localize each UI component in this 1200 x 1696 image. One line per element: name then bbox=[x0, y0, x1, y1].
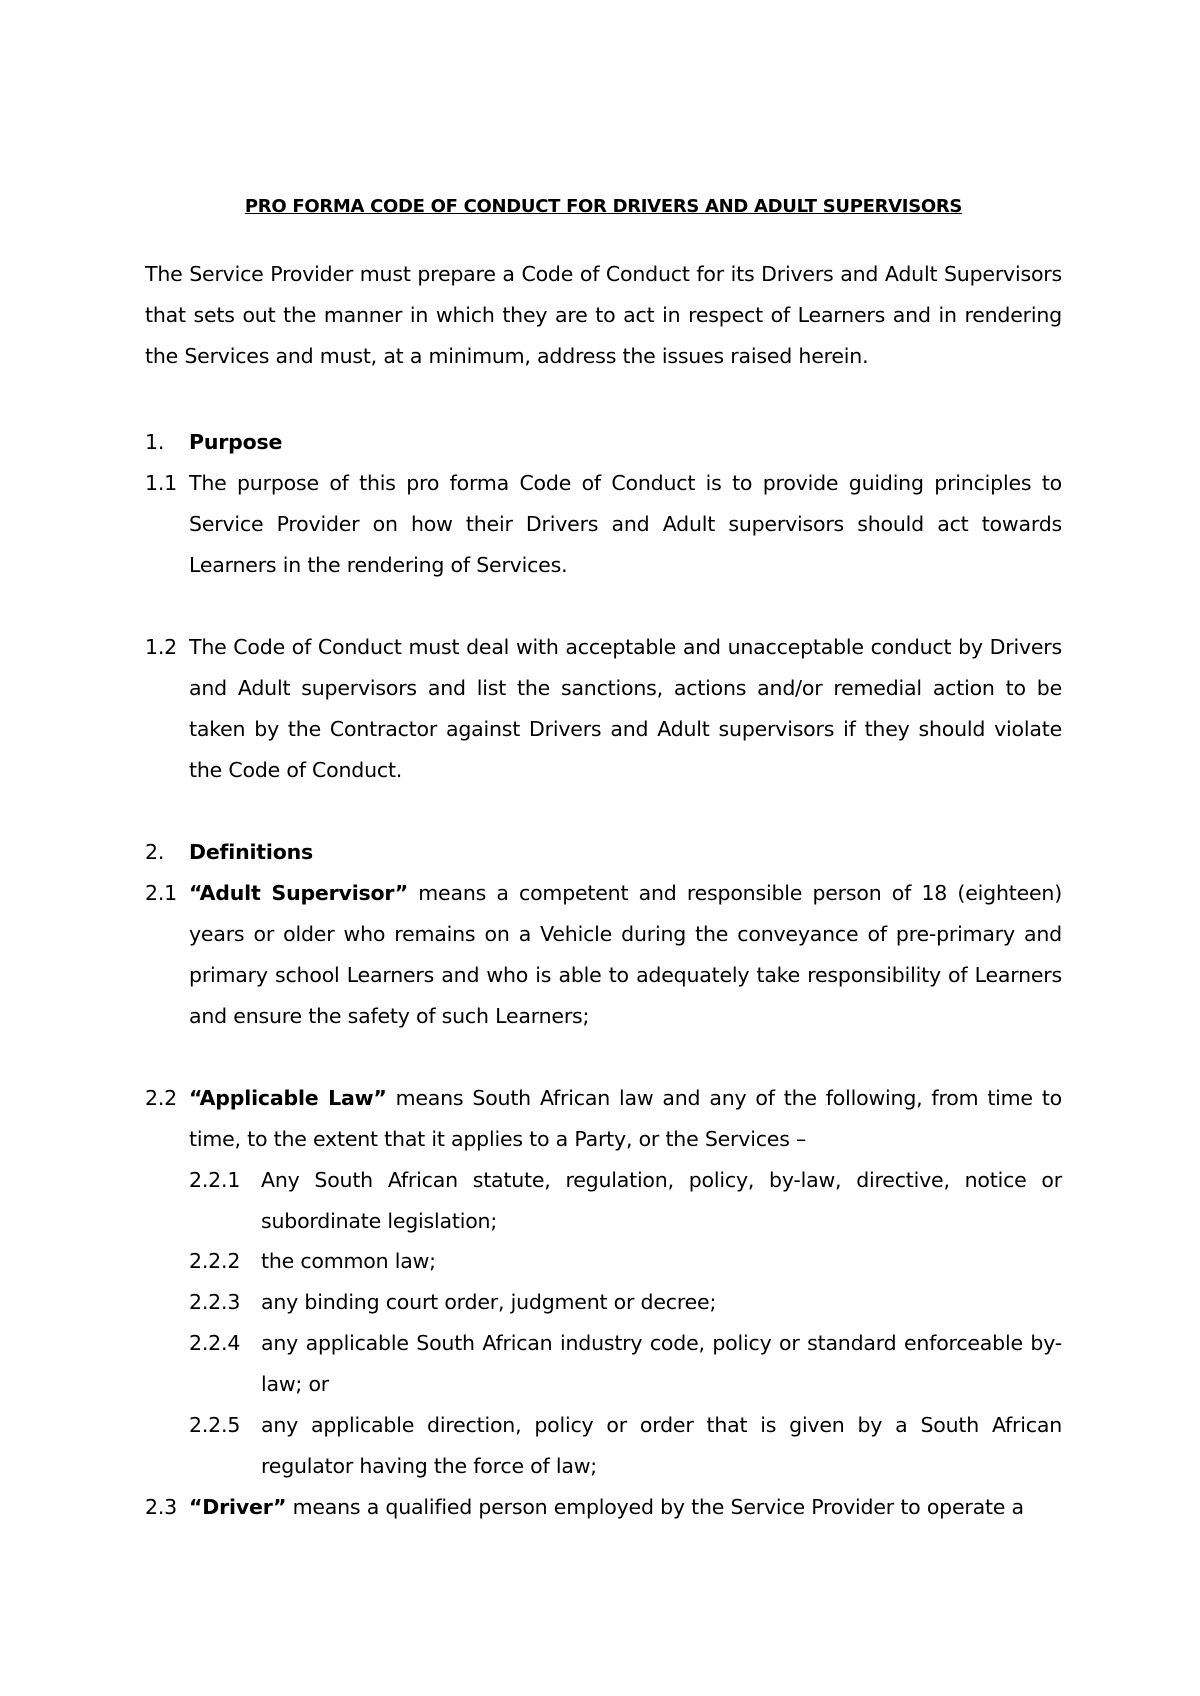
document-title: PRO FORMA CODE OF CONDUCT FOR DRIVERS AND ADULT SUPERVISORS bbox=[244, 196, 963, 217]
clause-number: 2.3 bbox=[145, 1495, 178, 1519]
subclause-number: 2.2.5 bbox=[189, 1413, 241, 1437]
subclause-number: 2.2.3 bbox=[189, 1290, 241, 1314]
subclause-text: any binding court order, judgment or decree; bbox=[261, 1290, 717, 1314]
subclause-text: Any South African statute, regulation, policy, by-law, directive, notice or subordinate legislation; bbox=[261, 1168, 1062, 1233]
section-heading: Definitions bbox=[189, 840, 313, 864]
clause-text: The purpose of this pro forma Code of Conduct is to provide guiding principles to Service Provider on how their Drivers and Adult supervisors should act towards Learners in the rendering of Services. bbox=[189, 471, 1062, 577]
subclause-number: 2.2.1 bbox=[189, 1168, 241, 1192]
definition-text: means South African law and any of the following, from time to time, to the extent that it applies to a Party, or the Services – bbox=[189, 1086, 1062, 1151]
subclause-text: the common law; bbox=[261, 1249, 436, 1273]
section-number: 1. bbox=[145, 430, 165, 454]
clause-number: 2.1 bbox=[145, 881, 178, 905]
subclause-text: any applicable direction, policy or order that is given by a South African regulator having the force of law; bbox=[261, 1413, 1062, 1478]
intro-paragraph: The Service Provider must prepare a Code of Conduct for its Drivers and Adult Supervisors that sets out the manner in which they are to act in respect of Learners and in rendering the Services and must, at a minimum, address the issues raised herein. bbox=[145, 262, 1062, 368]
definition-text: means a qualified person employed by the Service Provider to operate a bbox=[286, 1495, 1024, 1519]
clause-number: 1.1 bbox=[145, 471, 178, 495]
defined-term: “Adult Supervisor” bbox=[189, 881, 408, 905]
subclause-text: any applicable South African industry code, policy or standard enforceable by-law; or bbox=[261, 1331, 1062, 1396]
clause-number: 2.2 bbox=[145, 1086, 178, 1110]
section-heading: Purpose bbox=[189, 430, 283, 454]
clause-text bbox=[189, 873, 1062, 1037]
subclause-number: 2.2.2 bbox=[189, 1249, 241, 1273]
clause-text bbox=[189, 1487, 1062, 1528]
subclause-number: 2.2.4 bbox=[189, 1331, 241, 1355]
defined-term: “Applicable Law” bbox=[189, 1086, 387, 1110]
defined-term: “Driver” bbox=[189, 1495, 287, 1519]
clause-text: The Code of Conduct must deal with acceptable and unacceptable conduct by Drivers and Adult supervisors and list the sanctions, actions and/or remedial action to be taken by the Contractor against Drivers and Adult supervisors if they should violate the Code of Conduct. bbox=[189, 635, 1062, 782]
section-number: 2. bbox=[145, 840, 165, 864]
definition-text: means a competent and responsible person of 18 (eighteen) years or older who remains on a Vehicle during the conveyance of pre-primary and primary school Learners and who is able to adequately take responsibility of Learners and ensure the safety of such Learners; bbox=[189, 881, 1062, 1028]
clause-number: 1.2 bbox=[145, 635, 178, 659]
clause-text bbox=[189, 1078, 1062, 1160]
